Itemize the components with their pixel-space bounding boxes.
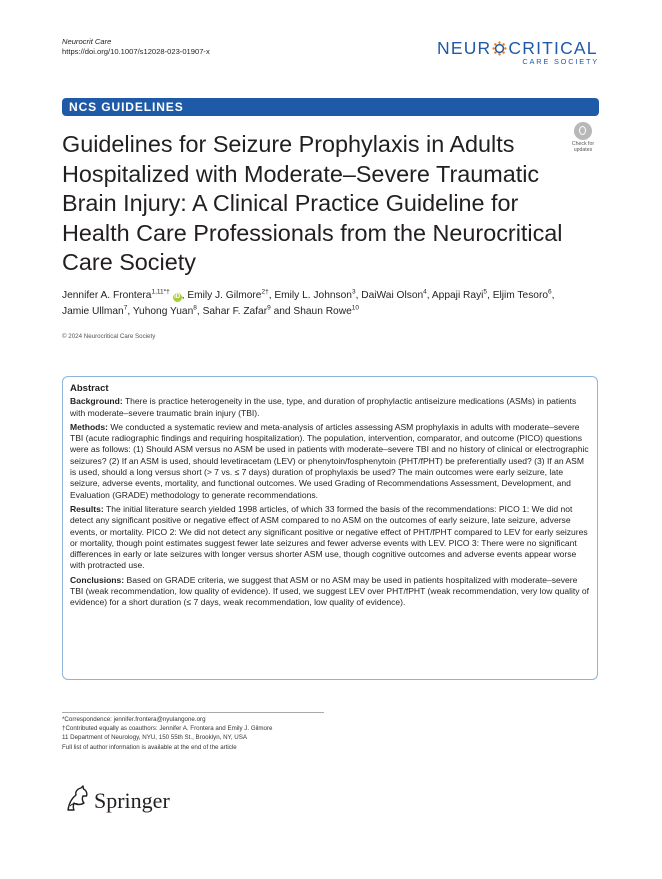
abstract-heading: Abstract xyxy=(70,383,109,394)
author: Yuhong Yuan$^8$ xyxy=(132,304,197,317)
abstract-conclusions: Conclusions: Based on GRADE criteria, we suggest that ASM or no ASM may be used in patients hospitalized with moderate–severe TBI (weak recommendation, low quality of evidence). If used, we suggest LEV over PHT/fPHT (weak recommendation, very low quality of evidence) for a short duration (≤ 7 days, weak recommendation, low quality of evidence). xyxy=(70,574,590,608)
check-for-updates-label: Check for updates xyxy=(571,141,595,153)
footnotes xyxy=(62,715,322,752)
author: Shaun Rowe$^{10}$ xyxy=(293,304,359,317)
springer-logo xyxy=(62,784,192,816)
affiliation-note: 11 Department of Neurology, NYU, 150 55th St., Brooklyn, NY, USA xyxy=(62,734,248,742)
footnote-divider xyxy=(62,712,324,713)
gear-logo-icon xyxy=(492,41,507,56)
author: Appaji Rayi$^5$ xyxy=(431,288,488,301)
abstract-background: Background: There is practice heterogeneity in the use, type, and duration of prophylactic antiseizure medications (ASMs) in patients with moderate–severe traumatic brain injury (TBI). xyxy=(70,396,577,418)
author-info-note: Full list of author information is available at the end of the article xyxy=(62,743,237,751)
equal-contribution-note: †Contributed equally as coauthors: Jennifer A. Frontera and Emily J. Gilmore xyxy=(62,725,273,733)
copyright-notice: © 2024 Neurocritical Care Society xyxy=(62,333,156,340)
journal-name: Neurocrit Care xyxy=(62,37,112,46)
section-banner xyxy=(62,98,599,116)
logo-text-neur: NEUR xyxy=(437,38,492,58)
springer-wordmark: Springer xyxy=(94,788,170,813)
article-title: Guidelines for Seizure Prophylaxis in Adults Hospitalized with Moderate–Severe Traumatic Brain Injury: A Clinical Practice Guideline for Health Care Professionals from the Neurocritical Care Society xyxy=(62,131,563,276)
orcid-icon[interactable]: iD xyxy=(174,294,181,300)
author-list: Jennifer A. Frontera$^{1,11*\dagger}$ iD , Emily J. Gilmore$^{2\dagger}$, Emily L. Johnson$^3$, DaiWai Olson$^4$, Appaji Rayi$^5$, Eljim Tesoro$^6$, Jamie Ullman$^7$, Yuhong Yuan$^8$, Sahar F. Zafar$^9$ and Shaun Rowe$^{10}$ xyxy=(62,288,555,317)
author: DaiWai Olson$^4$ xyxy=(361,288,427,301)
abstract-methods: Methods: We conducted a systematic review and meta-analysis of articles assessing ASM prophylaxis in adults with moderate–severe TBI (acute radiographic findings and requiring hospitalization). The population, intervention, comparator, and outcome (PICO) questions were as follows: (1) Should ASM versus no ASM be used in patients with moderate–severe TBI and no history of clinical or electrographic seizures? (2) If an ASM is used, should levetiracetam (LEV) or phenytoin/fosphenytoin (PHT/fPHT) be preferentially used? (3) If an ASM is used, should a long versus short (> 7 vs. ≤ 7 days) duration of prophylaxis be used? The main outcomes were early seizure, late seizure, adverse events, mortality, and functional outcomes. We used Grading of Recommendations Assessment, Development, and Evaluation (GRADE) methodology to generate recommendations. xyxy=(70,421,589,500)
author: Jennifer A. Frontera$^{1,11*\dagger}$ xyxy=(62,288,170,301)
check-for-updates-button[interactable] xyxy=(567,121,599,155)
author: Emily J. Gilmore$^{2\dagger}$ xyxy=(187,288,269,301)
springer-horse-icon xyxy=(62,784,92,814)
author: Sahar F. Zafar$^9$ xyxy=(202,304,271,317)
author: Jamie Ullman$^7$ xyxy=(62,304,128,317)
refresh-icon xyxy=(574,122,592,140)
ncs-logo xyxy=(437,38,602,68)
doi-link[interactable]: https://doi.org/10.1007/s12028-023-01907-x xyxy=(62,47,210,56)
journal-citation xyxy=(62,37,210,57)
logo-text-critical: CRITICAL xyxy=(508,38,598,58)
section-banner-label: NCS GUIDELINES xyxy=(69,100,184,114)
abstract-results: Results: The initial literature search yielded 1998 articles, of which 33 formed the basis of the recommendations: PICO 1: We did not detect any significant positive or negative effect of ASM compared to no ASM on the outcomes of early seizure, late seizure, adverse events, or mortality. PICO 2: We did not detect any significant positive or negative effect of PHT/fPHT compared to LEV for early seizures or mortality, though point estimates suggest fewer late seizures and fewer adverse events with LEV. PICO 3: There were no significant differences in early or late seizures with longer versus shorter ASM use, though cognitive outcomes and adverse events appear worse with protracted use. xyxy=(70,503,588,571)
abstract-box xyxy=(62,376,598,680)
correspondence-note: *Correspondence: jennifer.frontera@nyulangone.org xyxy=(62,716,206,723)
logo-text-care-society: CARE SOCIETY xyxy=(522,57,599,66)
author: Emily L. Johnson$^3$ xyxy=(274,288,356,301)
author: Eljim Tesoro$^6$ xyxy=(492,288,552,301)
